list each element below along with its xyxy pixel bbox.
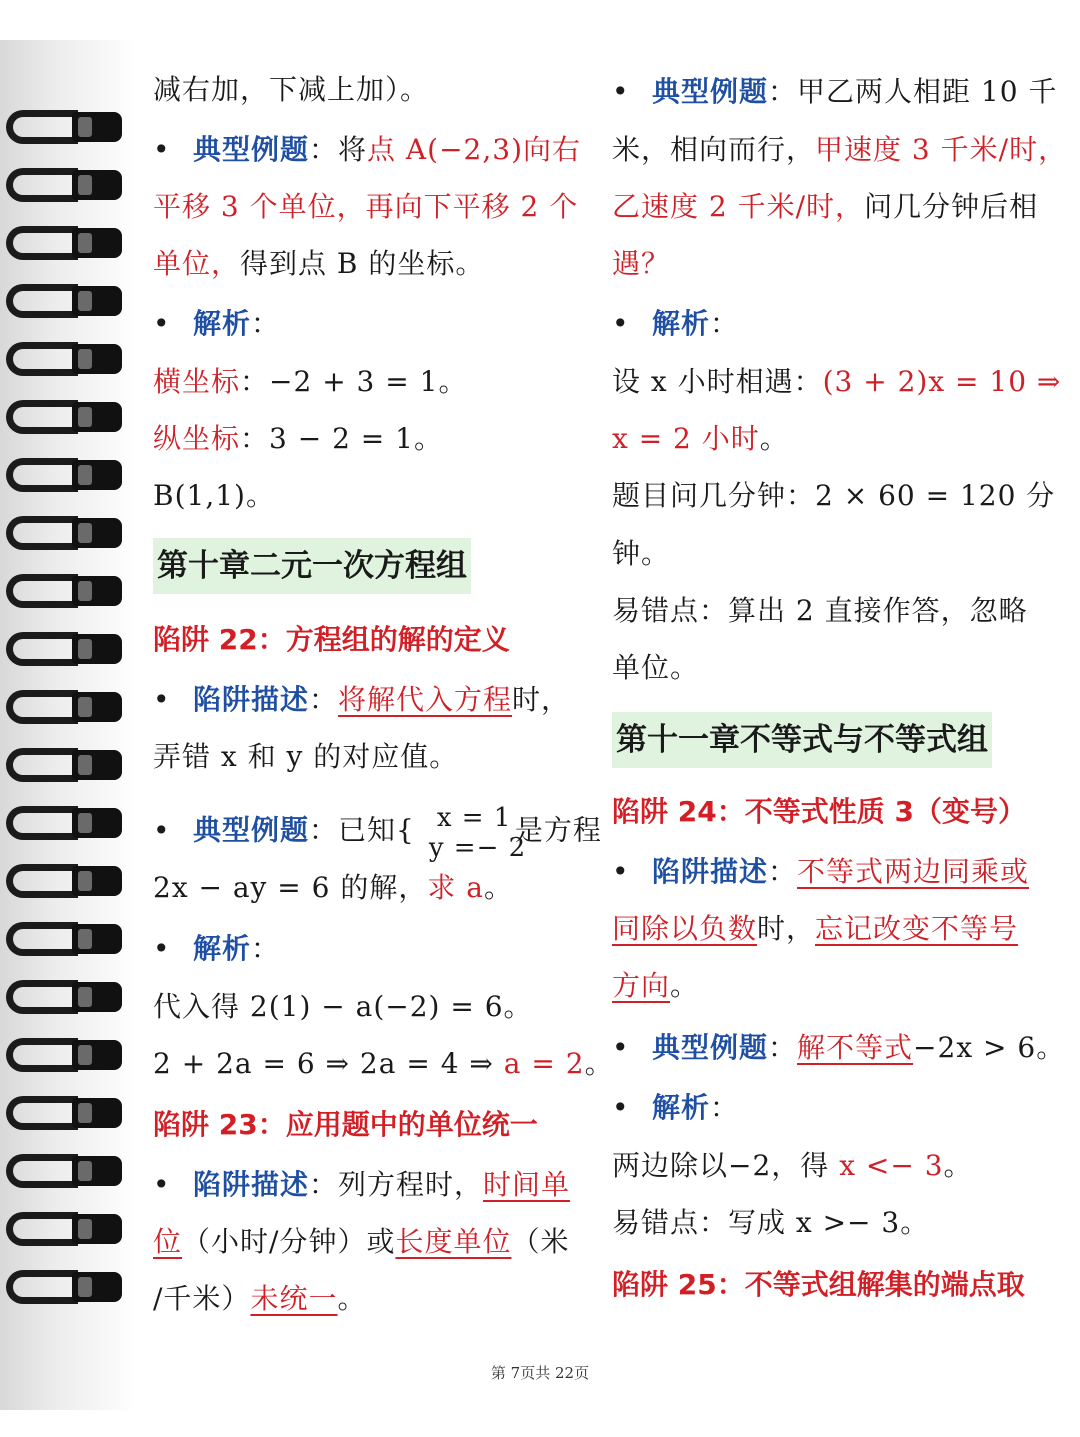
ring-hole bbox=[72, 228, 122, 258]
text-line: 减右加，下减上加）。 bbox=[153, 73, 430, 106]
chapter-heading: 第十一章不等式与不等式组 bbox=[612, 712, 992, 768]
trap-heading: 陷阱 22：方程组的解的定义 bbox=[153, 623, 510, 656]
ring-hole bbox=[72, 402, 122, 432]
ring-loop bbox=[6, 342, 78, 376]
analysis-item: • 解析： bbox=[153, 929, 280, 969]
analysis-item: • 解析： bbox=[612, 304, 739, 344]
text-line: 纵坐标：3 − 2 = 1。 bbox=[153, 422, 443, 455]
spiral-ring bbox=[6, 1150, 126, 1192]
ring-hole bbox=[72, 170, 122, 200]
text-line: 两边除以−2，得 x <− 3。 bbox=[612, 1149, 973, 1182]
ring-hole bbox=[72, 750, 122, 780]
ring-loop bbox=[6, 806, 78, 840]
ring-hole bbox=[72, 1156, 122, 1186]
spiral-ring bbox=[6, 338, 126, 380]
spiral-ring bbox=[6, 570, 126, 612]
ring-loop bbox=[6, 226, 78, 260]
ring-hole bbox=[72, 1214, 122, 1244]
ring-loop bbox=[6, 1096, 78, 1130]
ring-hole bbox=[72, 866, 122, 896]
text-line: 代入得 2(1) − a(−2) = 6。 bbox=[153, 990, 533, 1023]
text-line: 横坐标：−2 + 3 = 1。 bbox=[153, 365, 468, 398]
chapter-heading: 第十章二元一次方程组 bbox=[153, 538, 471, 594]
ring-hole bbox=[72, 1272, 122, 1302]
page-footer: 第 7页共 22页 bbox=[490, 1364, 590, 1382]
ring-loop bbox=[6, 110, 78, 144]
ring-hole bbox=[72, 982, 122, 1012]
spiral-ring bbox=[6, 1208, 126, 1250]
analysis-item: • 解析： bbox=[153, 304, 280, 344]
text-line: 弄错 x 和 y 的对应值。 bbox=[153, 740, 459, 773]
ring-hole bbox=[72, 518, 122, 548]
text-line: x = 2 小时。 bbox=[612, 422, 789, 455]
ring-loop bbox=[6, 400, 78, 434]
text-line: 易错点：算出 2 直接作答，忽略 bbox=[612, 594, 1028, 627]
spiral-ring bbox=[6, 1266, 126, 1308]
spiral-binding bbox=[0, 40, 135, 1410]
ring-hole bbox=[72, 1098, 122, 1128]
text-line: B(1,1)。 bbox=[153, 479, 275, 512]
example-item: • 典型例题：已知{ x = 1 y =− 2 是方程 bbox=[153, 804, 602, 860]
text-line: 易错点：写成 x >− 3。 bbox=[612, 1206, 930, 1239]
ring-loop bbox=[6, 690, 78, 724]
text-line: 题目问几分钟：2 × 60 = 120 分 bbox=[612, 479, 1056, 512]
text-line: 乙速度 2 千米/时，问几分钟后相 bbox=[612, 190, 1039, 223]
text-line: 2x − ay = 6 的解，求 a。 bbox=[153, 871, 513, 904]
ring-loop bbox=[6, 748, 78, 782]
spiral-ring bbox=[6, 1092, 126, 1134]
ring-hole bbox=[72, 460, 122, 490]
ring-hole bbox=[72, 692, 122, 722]
trap-heading: 陷阱 24：不等式性质 3（变号） bbox=[612, 795, 1026, 828]
text-line: 米，相向而行，甲速度 3 千米/时， bbox=[612, 133, 1068, 166]
ring-hole bbox=[72, 1040, 122, 1070]
equation-system: x = 1 y =− 2 bbox=[428, 803, 527, 863]
spiral-ring bbox=[6, 512, 126, 554]
text-line: 单位，得到点 B 的坐标。 bbox=[153, 247, 485, 280]
ring-loop bbox=[6, 632, 78, 666]
ring-loop bbox=[6, 284, 78, 318]
ring-loop bbox=[6, 574, 78, 608]
spiral-ring bbox=[6, 976, 126, 1018]
analysis-item: • 解析： bbox=[612, 1088, 739, 1128]
text-line: 2 + 2a = 6 ⇒ 2a = 4 ⇒ a = 2。 bbox=[153, 1047, 614, 1080]
trap-description: • 陷阱描述：不等式两边同乘或 bbox=[612, 852, 1029, 892]
ring-loop bbox=[6, 1038, 78, 1072]
text-line: /千米）未统一。 bbox=[153, 1282, 367, 1315]
ring-loop bbox=[6, 922, 78, 956]
spiral-ring bbox=[6, 396, 126, 438]
spiral-ring bbox=[6, 164, 126, 206]
ring-loop bbox=[6, 1212, 78, 1246]
text-line: 单位。 bbox=[612, 651, 700, 684]
spiral-ring bbox=[6, 280, 126, 322]
spiral-ring bbox=[6, 918, 126, 960]
ring-loop bbox=[6, 864, 78, 898]
text-line: 钟。 bbox=[612, 537, 671, 570]
ring-loop bbox=[6, 168, 78, 202]
text-line: 位（小时/分钟）或长度单位（米 bbox=[153, 1225, 570, 1258]
ring-loop bbox=[6, 1270, 78, 1304]
text-line: 方向。 bbox=[612, 969, 700, 1002]
example-item: • 典型例题：解不等式−2x > 6。 bbox=[612, 1028, 1065, 1068]
spiral-ring bbox=[6, 1034, 126, 1076]
text-line: 遇？ bbox=[612, 247, 671, 280]
spiral-ring bbox=[6, 802, 126, 844]
trap-description: • 陷阱描述：将解代入方程时， bbox=[153, 680, 570, 720]
text-line: 同除以负数时，忘记改变不等号 bbox=[612, 912, 1019, 945]
ring-hole bbox=[72, 924, 122, 954]
text-line: 设 x 小时相遇：(3 + 2)x = 10 ⇒ bbox=[612, 365, 1062, 398]
spiral-ring bbox=[6, 686, 126, 728]
ring-hole bbox=[72, 634, 122, 664]
ring-loop bbox=[6, 516, 78, 550]
spiral-ring bbox=[6, 106, 126, 148]
spiral-ring bbox=[6, 744, 126, 786]
ring-hole bbox=[72, 286, 122, 316]
example-item: • 典型例题：将点 A(−2,3)向右 bbox=[153, 130, 581, 170]
spiral-ring bbox=[6, 454, 126, 496]
ring-loop bbox=[6, 1154, 78, 1188]
ring-loop bbox=[6, 458, 78, 492]
spiral-ring bbox=[6, 628, 126, 670]
ring-hole bbox=[72, 808, 122, 838]
ring-hole bbox=[72, 112, 122, 142]
trap-description: • 陷阱描述：列方程时，时间单 bbox=[153, 1165, 570, 1205]
example-item: • 典型例题：甲乙两人相距 10 千 bbox=[612, 72, 1057, 112]
ring-hole bbox=[72, 576, 122, 606]
ring-hole bbox=[72, 344, 122, 374]
trap-heading: 陷阱 25：不等式组解集的端点取 bbox=[612, 1268, 1025, 1301]
spiral-ring bbox=[6, 860, 126, 902]
ring-loop bbox=[6, 980, 78, 1014]
trap-heading: 陷阱 23：应用题中的单位统一 bbox=[153, 1108, 538, 1141]
text-line: 平移 3 个单位，再向下平移 2 个 bbox=[153, 190, 579, 223]
spiral-ring bbox=[6, 222, 126, 264]
